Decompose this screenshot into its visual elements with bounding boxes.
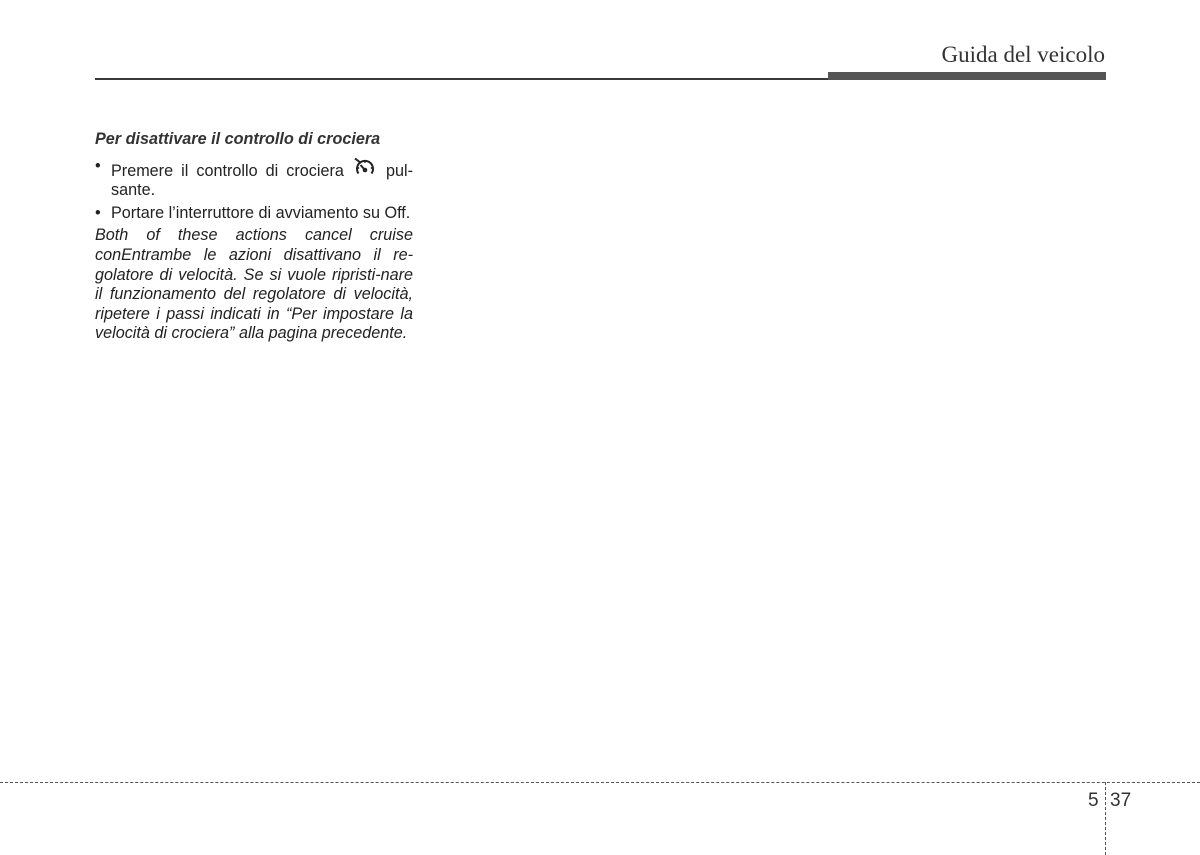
chapter-number: 5 — [1088, 790, 1099, 811]
header-title: Guida del veicolo — [941, 42, 1105, 67]
bullet-marker: • — [95, 156, 101, 175]
body-paragraph: Both of these actions cancel cruise conEntrambe le azioni disattivano il re-golatore di velocità. Se si vuole ripristi-nare il funzionamento del regolatore di velocità, ripetere i passi indicati in “Per impostare la velocità di crociera” alla pagina precedente. — [95, 226, 413, 343]
footer-vertical-divider — [1105, 782, 1106, 855]
header-rule-accent — [828, 72, 1106, 80]
bullet-marker: • — [95, 203, 101, 222]
header-rule — [95, 78, 828, 80]
list-item — [95, 157, 413, 201]
main-content — [95, 130, 413, 344]
footer-divider — [0, 782, 1200, 783]
list-item — [95, 204, 413, 224]
page-number: 37 — [1110, 790, 1132, 811]
section-heading: Per disattivare il controllo di crociera — [95, 130, 381, 148]
list-item-text-continued: pul-sante. — [111, 161, 413, 200]
list-item-text: Portare l’interruttore di avviamento su Off. — [111, 203, 411, 222]
list-item-text: Premere il controllo di crociera — [111, 161, 344, 180]
cruise-control-icon — [353, 157, 377, 181]
